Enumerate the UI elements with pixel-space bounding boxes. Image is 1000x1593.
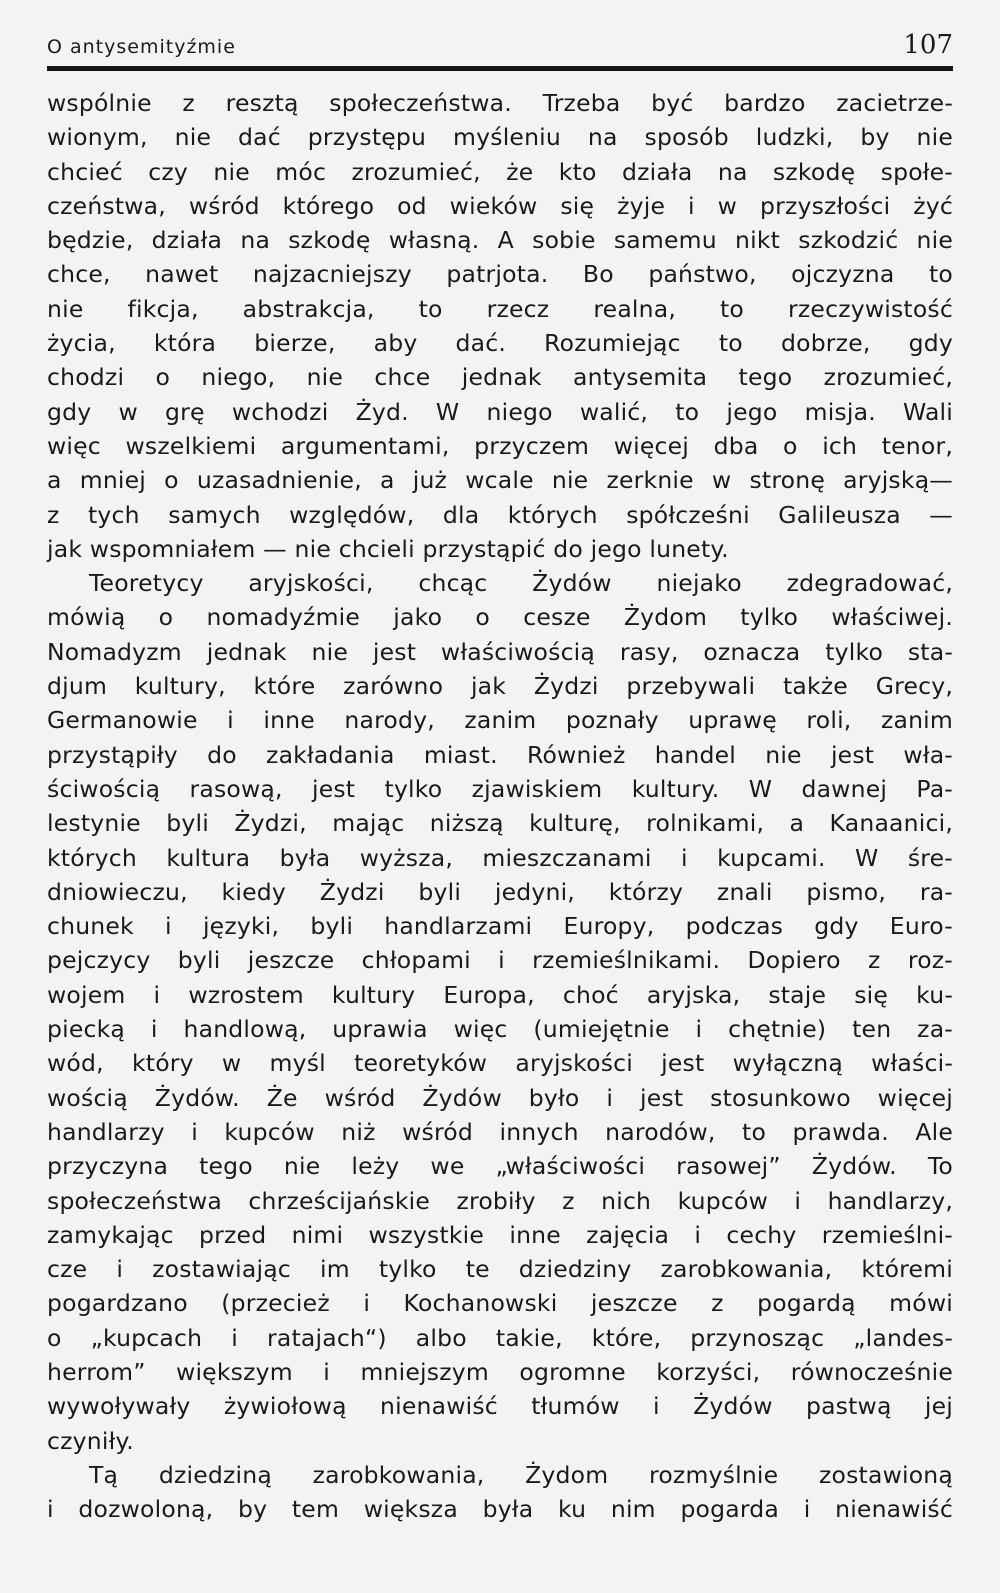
text-line: Germanowie i inne narody, zanim poznały uprawę roli, zanim: [47, 706, 953, 735]
text-line: życia, która bierze, aby dać. Rozumiejąc to dobrze, gdy: [47, 329, 953, 358]
text-line: djum kultury, które zarówno jak Żydzi przebywali także Grecy,: [47, 672, 953, 701]
text-line: pejczycy byli jeszcze chłopami i rzemieślnikami. Dopiero z roz-: [47, 946, 953, 975]
text-line: Teoretycy aryjskości, chcąc Żydów niejako zdegradować,: [89, 569, 953, 598]
text-line: będzie, działa na szkodę własną. A sobie samemu nikt szkodzić nie: [47, 226, 953, 255]
text-line: herrom” większym i mniejszym ogromne korzyści, równocześnie: [47, 1357, 953, 1386]
text-line: jak wspomniałem — nie chcieli przystąpić do jego lunety.: [47, 534, 729, 563]
text-line: chcieć czy nie móc zrozumieć, że kto działa na szkodę społe-: [47, 157, 953, 186]
text-line: zamykając przed nimi wszystkie inne zajęcia i cechy rzemieślni-: [47, 1220, 953, 1249]
text-line: chunek i języki, byli handlarzami Europy, podczas gdy Euro-: [47, 912, 953, 941]
text-line: mówią o nomadyźmie jako o cesze Żydom tylko właściwej.: [47, 603, 953, 632]
text-line: piecką i handlową, uprawia więc (umiejętnie i chętnie) ten za-: [47, 1015, 953, 1044]
text-line: wspólnie z resztą społeczeństwa. Trzeba być bardzo zacietrze-: [47, 89, 953, 117]
text-line: wionym, nie dać przystępu myśleniu na sposób ludzki, by nie: [47, 123, 953, 152]
text-line: wojem i wzrostem kultury Europa, choć aryjska, staje się ku-: [47, 980, 953, 1009]
text-line: wością Żydów. Że wśród Żydów było i jest stosunkowo więcej: [47, 1083, 953, 1112]
text-line: dniowieczu, kiedy Żydzi byli jedyni, którzy znali pismo, ra-: [47, 877, 953, 906]
text-line: z tych samych względów, dla których spółcześni Galileusza —: [47, 500, 953, 529]
running-head: [47, 30, 953, 64]
text-line: wód, który w myśl teoretyków aryjskości jest wyłączną właści-: [47, 1049, 953, 1078]
text-line: chodzi o niego, nie chce jednak antysemita tego zrozumieć,: [47, 363, 953, 392]
text-line: Nomadyzm jednak nie jest właściwością rasy, oznacza tylko sta-: [47, 637, 953, 666]
text-line: czeństwa, wśród którego od wieków się żyje i w przyszłości żyć: [47, 191, 953, 220]
text-line: o „kupcach i ratajach“) albo takie, które, przynosząc „landes-: [47, 1323, 953, 1352]
body-text: [47, 86, 953, 1526]
text-line: lestynie byli Żydzi, mając niższą kulturę, rolnikami, a Kanaanici,: [47, 809, 953, 838]
text-line: których kultura była wyższa, mieszczanami i kupcami. W śre-: [47, 843, 953, 872]
text-line: cze i zostawiając im tylko te dziedziny zarobkowania, któremi: [47, 1255, 953, 1284]
text-line: przystąpiły do zakładania miast. Również handel nie jest wła-: [47, 740, 953, 769]
page-number: 107: [903, 30, 953, 60]
text-line: ściwością rasową, jest tylko zjawiskiem kultury. W dawnej Pa-: [47, 774, 953, 803]
text-line: pogardzano (przecież i Kochanowski jeszcze z pogardą mówi: [47, 1289, 953, 1318]
text-line: przyczyna tego nie leży we „właściwości rasowej” Żydów. To: [47, 1152, 953, 1181]
text-line: więc wszelkiemi argumentami, przyczem więcej dba o ich tenor,: [47, 431, 953, 460]
text-line: handlarzy i kupców niż wśród innych narodów, to prawda. Ale: [47, 1117, 953, 1146]
running-title: O antysemityźmie: [47, 36, 236, 58]
text-line: nie fikcja, abstrakcja, to rzecz realna, to rzeczywistość: [47, 294, 953, 323]
text-line: wywoływały żywiołową nienawiść tłumów i Żydów pastwą jej: [47, 1392, 953, 1421]
text-line: gdy w grę wchodzi Żyd. W niego walić, to jego misja. Wali: [47, 397, 953, 426]
text-line: Tą dziedziną zarobkowania, Żydom rozmyślnie zostawioną: [89, 1460, 953, 1489]
header-rule: [47, 66, 953, 71]
text-line: społeczeństwa chrześcijańskie zrobiły z nich kupców i handlarzy,: [47, 1186, 953, 1215]
text-line: a mniej o uzasadnienie, a już wcale nie zerknie w stronę aryjską—: [47, 466, 953, 495]
text-line: czyniły.: [47, 1426, 134, 1455]
text-line: i dozwoloną, by tem większa była ku nim pogarda i nienawiść: [47, 1495, 953, 1524]
text-line: chce, nawet najzacniejszy patrjota. Bo państwo, ojczyzna to: [47, 260, 953, 289]
